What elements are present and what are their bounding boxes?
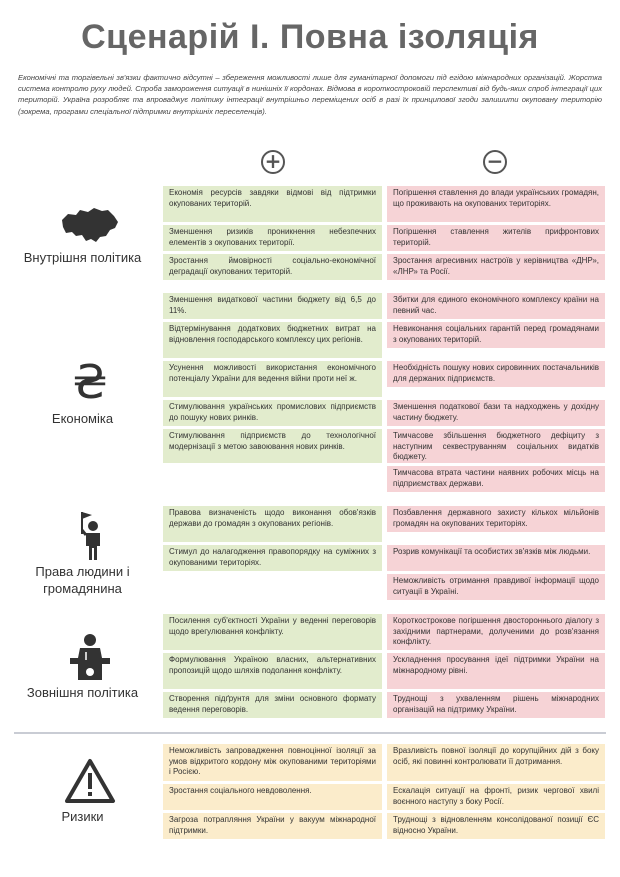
- domestic-minus-2: Погіршення ставлення жителів прифронтових територій.: [387, 225, 605, 251]
- economy-minus-5: Тимчасове збільшення бюджетного дефіциту з наступним секвеструванням соціальних видатків бюджету.: [387, 429, 605, 463]
- speaker-podium-icon: [66, 632, 114, 682]
- economy-plus-4: Стимулювання українських промислових підприємств до пошуку нових ринків.: [163, 400, 382, 426]
- foreign-plus-2: Формулювання Україною власних, альтернативних пропозицій щодо шляхів подолання конфлікту.: [163, 653, 382, 689]
- section-label-foreign: Зовнішня політика: [26, 685, 139, 700]
- section-label-risks: Ризики: [61, 809, 104, 824]
- economy-minus-2: Невиконання соціальних гарантій перед громадянами з окупованих територій.: [387, 322, 605, 348]
- economy-plus-5: Стимулювання підприємств до технологічної модернізації з метою завоювання нових ринків.: [163, 429, 382, 463]
- ukraine-map-icon: [60, 206, 120, 244]
- risk-left-3: Загроза потрапляння України у вакуум міжнародної підтримки.: [163, 813, 382, 839]
- foreign-plus-3: Створення підґрунтя для зміни основного формату ведення переговорів.: [163, 692, 382, 718]
- section-label-rights-1: Права людини і: [35, 564, 130, 579]
- domestic-minus-1: Погіршення ставлення до влади українських громадян, що проживають на окупованих територіях.: [387, 186, 605, 222]
- economy-plus-3: Усунення можливості використання економічного потенціалу України для ведення війни проти неї ж.: [163, 361, 382, 397]
- risk-right-1: Вразливість повної ізоляції до корупційних дій з боку осіб, які повинні контролювати її дотримання.: [387, 744, 605, 781]
- economy-plus-2: Відтермінування додаткових бюджетних витрат на відновлення господарського комплексу цих регіонів.: [163, 322, 382, 358]
- risk-left-2: Зростання соціального невдоволення.: [163, 784, 382, 810]
- rights-plus-2: Стимул до налагодження правопорядку на суміжних з окупованими територіях.: [163, 545, 382, 571]
- person-flag-icon: [72, 510, 108, 562]
- domestic-plus-1: Економія ресурсів завдяки відмові від підтримки окупованих територій.: [163, 186, 382, 222]
- intro-paragraph: Економічні та торгівельні зв'язки фактично відсутні – збереження можливості лише для гуманітарної допомоги під егідою міжнародних організацій. Жорстка система контролю руху людей. Спроба замороження ситуації в нинішніх її кордонах. Відмова в короткостроковій перспективі від будь-яких спроб інтеграції цих територій. Україна розробляє та впроваджує політику інтеграції внутрішньо переміщених осіб в разі їх принципової згоди залишити окуповану територію (зокрема, програми спеціальної підтримки внутрішніх переселенців).: [18, 73, 602, 116]
- section-divider: [14, 732, 606, 734]
- rights-minus-1: Позбавлення державного захисту кількох мільйонів громадян на окупованих територіях.: [387, 506, 605, 532]
- economy-plus-1: Зменшення видаткової частини бюджету від 6,5 до 11%.: [163, 293, 382, 319]
- economy-minus-1: Збитки для єдиного економічного комплексу країни на певний час.: [387, 293, 605, 319]
- section-label-economy: Економіка: [51, 411, 114, 426]
- rights-plus-1: Правова визначеність щодо виконання обов'язків держави до громадян з окупованих регіонів.: [163, 506, 382, 542]
- section-label-rights-2: громадянина: [43, 581, 122, 596]
- risk-right-2: Ескалація ситуації на фронті, ризик чергової хвилі воєнного наступу з боку Росії.: [387, 784, 605, 810]
- plus-circle-icon: +: [261, 150, 285, 174]
- domestic-plus-2: Зменшення ризиків проникнення небезпечних елементів з окупованих території.: [163, 225, 382, 251]
- hryvnia-icon: ₴: [72, 355, 108, 409]
- foreign-minus-2: Ускладнення просування ідеї підтримки України на міжнародному рівні.: [387, 653, 605, 689]
- foreign-minus-1: Короткострокове погіршення двостороннього діалогу з західними партнерами, долученими до розв'язання конфлікту.: [387, 614, 605, 650]
- economy-minus-3: Необхідність пошуку нових сировинних постачальників для держаних підприємств.: [387, 361, 605, 387]
- page-title: Сценарій І. Повна ізоляція: [81, 18, 539, 56]
- domestic-plus-3: Зростання ймовірності соціально-економічної деградації окупованих територій.: [163, 254, 382, 280]
- minus-circle-icon: −: [483, 150, 507, 174]
- foreign-minus-3: Труднощі з ухваленням рішень міжнародних організацій на підтримку України.: [387, 692, 605, 718]
- domestic-minus-3: Зростання агресивних настроїв у керівництва «ДНР», «ЛНР» та Росії.: [387, 254, 605, 280]
- economy-minus-6: Тимчасова втрата частини наявних робочих місць на підприємствах держави.: [387, 466, 605, 492]
- section-label-domestic: Внутрішня політика: [23, 250, 142, 265]
- foreign-plus-1: Посилення суб'єктності України у веденні переговорів щодо врегулювання конфлікту.: [163, 614, 382, 650]
- risk-left-1: Неможливість запровадження повноцінної ізоляції за умов відкритого кордону між окупованими територіями і Росією.: [163, 744, 382, 781]
- rights-minus-2: Розрив комунікації та особистих зв'язків між людьми.: [387, 545, 605, 571]
- risk-right-3: Труднощі з відновленням консолідованої позиції ЄС відносно України.: [387, 813, 605, 839]
- economy-minus-4: Зменшення податкової бази та надходжень у дохідну частину бюджету.: [387, 400, 605, 426]
- warning-triangle-icon: [64, 758, 116, 804]
- rights-minus-3: Неможливість отримання правдивої інформації щодо ситуації в Україні.: [387, 574, 605, 600]
